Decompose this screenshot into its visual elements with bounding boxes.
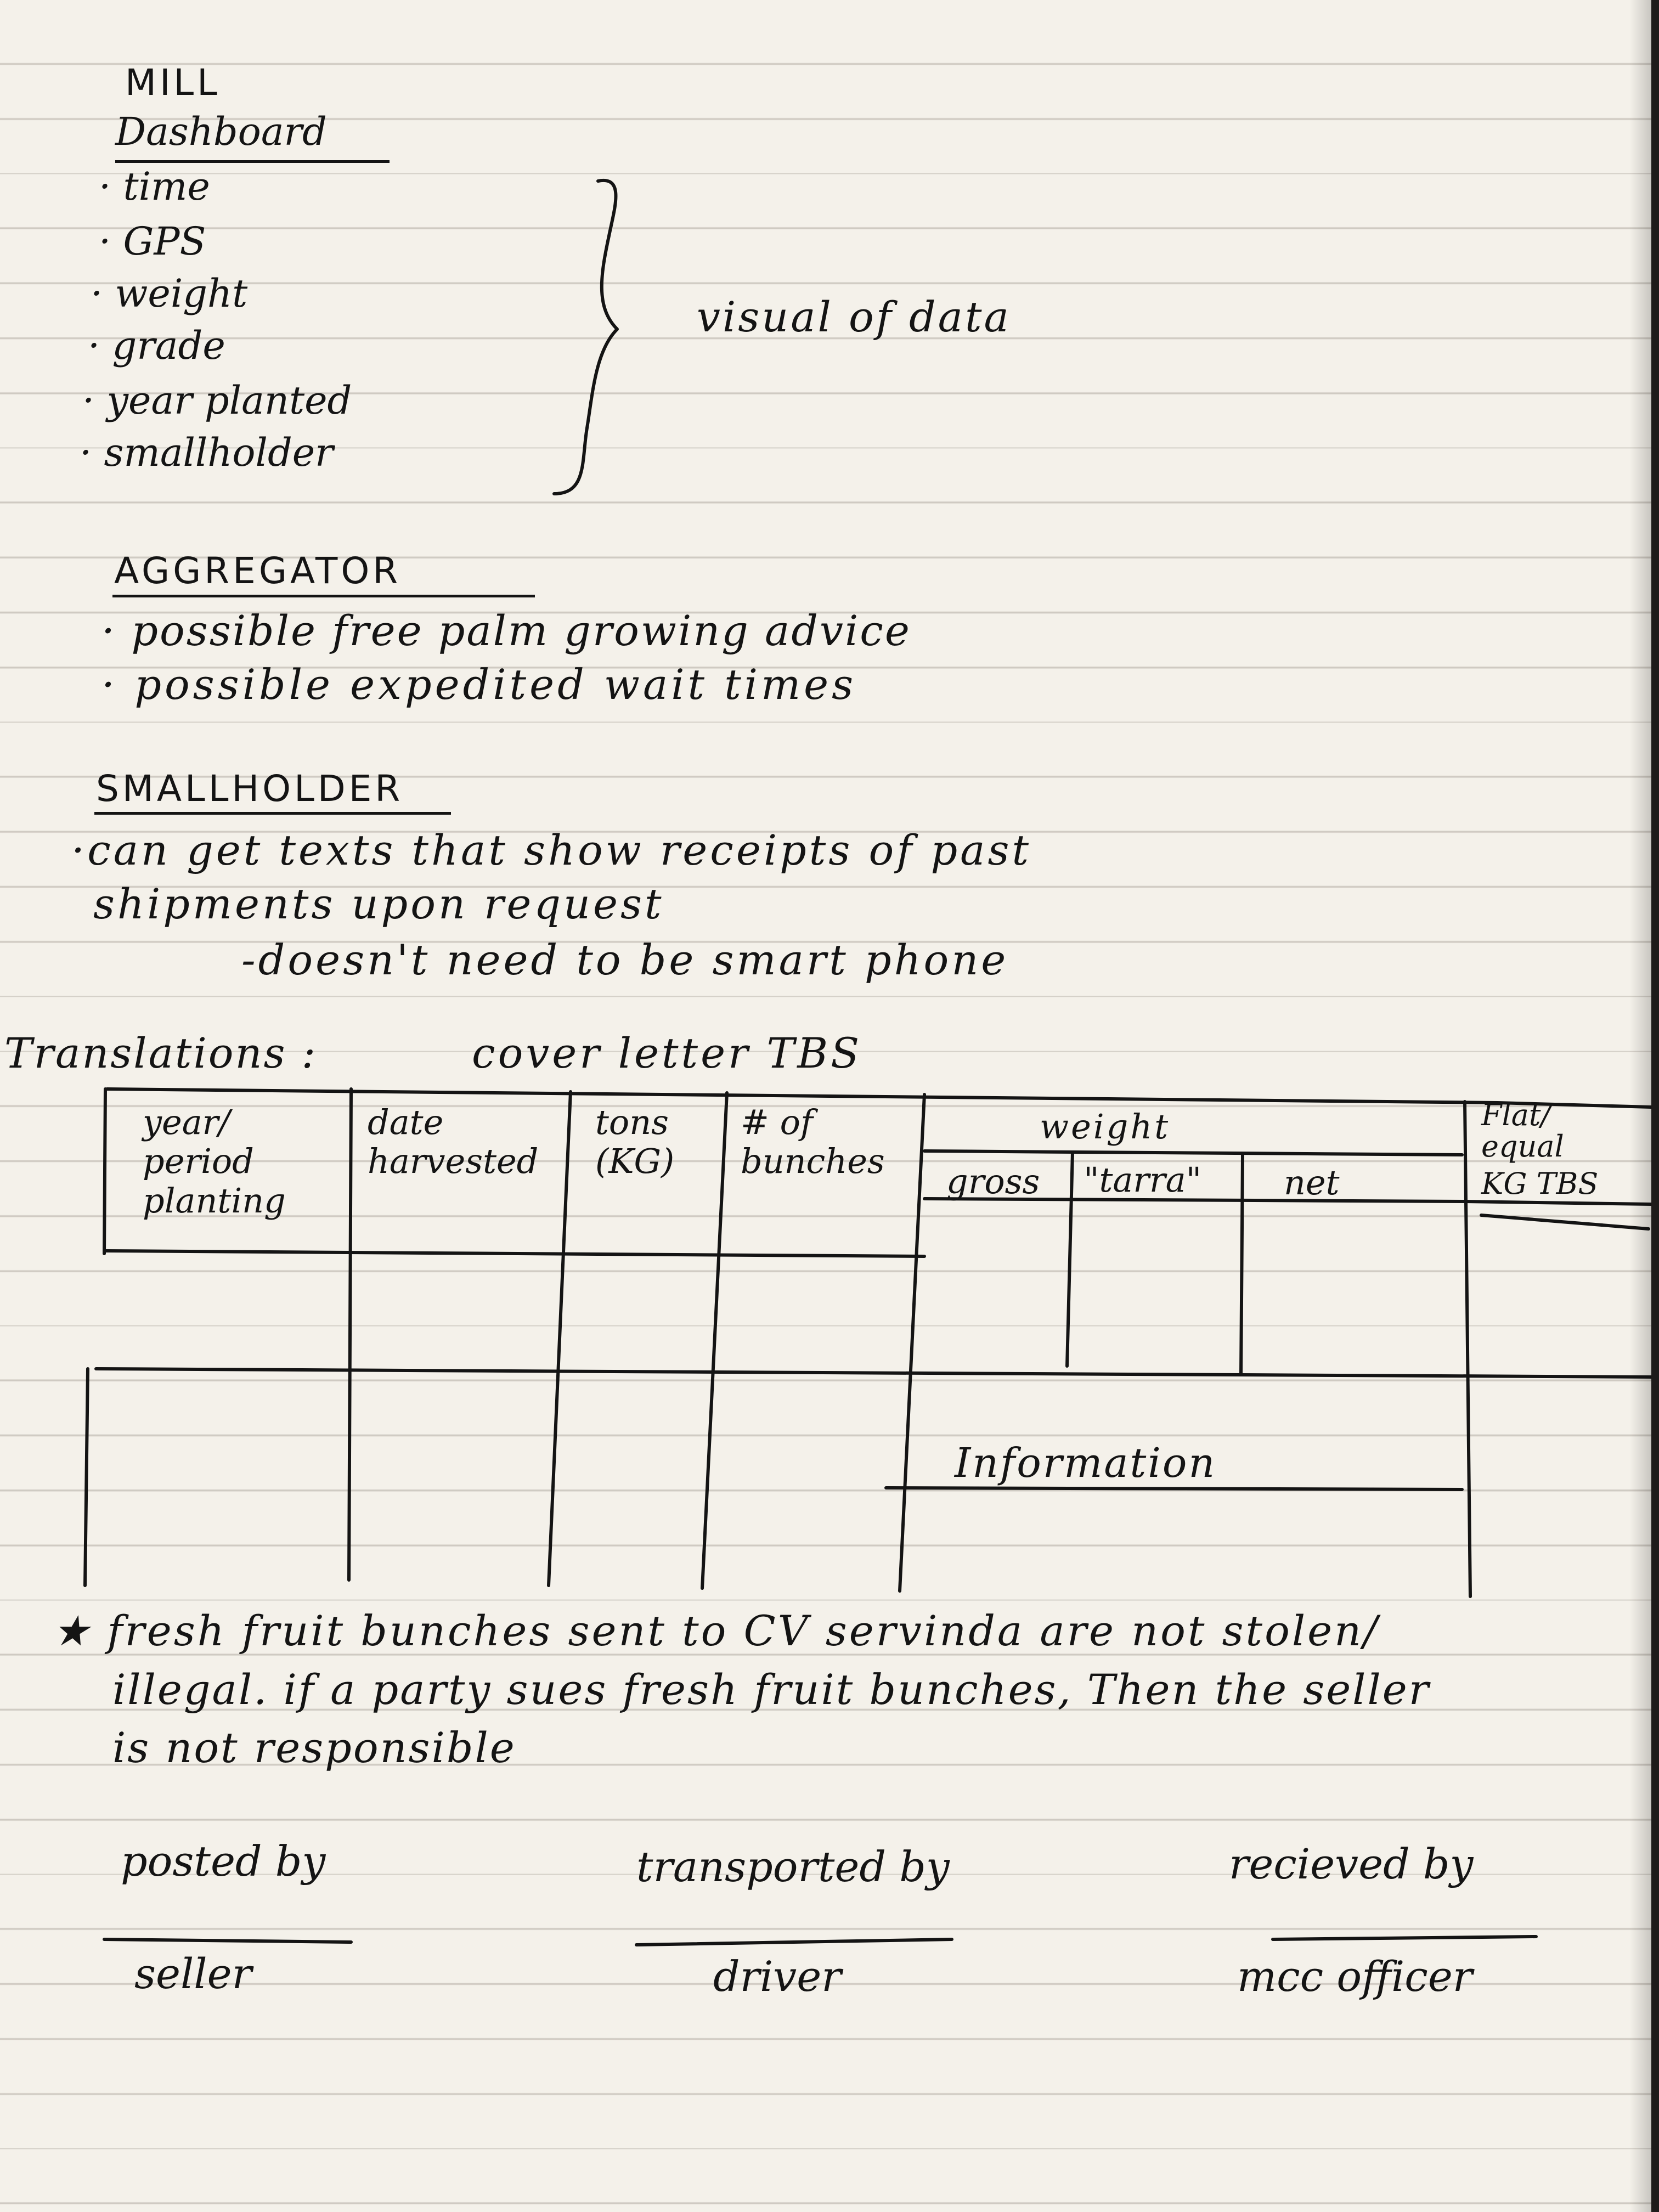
- dashboard-label: Dashboard: [115, 109, 327, 154]
- smallholder-line: -doesn't need to be smart phone: [241, 935, 1009, 984]
- smallholder-line: ·can get texts that show receipts of past: [71, 826, 1032, 874]
- col-tons-header: tons (KG): [595, 1102, 675, 1182]
- mill-item-smallholder: · smallholder: [80, 430, 334, 475]
- aggregator-item: · possible expedited wait times: [101, 660, 857, 709]
- signature-recieved-by: recieved by: [1229, 1839, 1474, 1888]
- brace: [554, 180, 617, 494]
- mill-item-year-planted: · year planted: [82, 378, 352, 423]
- footnote-line: is not responsible: [112, 1723, 516, 1772]
- smallholder-heading: SMALLHOLDER: [96, 768, 404, 810]
- col-bunches-header: # of bunches: [741, 1102, 885, 1182]
- mill-heading: MILL: [125, 61, 221, 104]
- mill-item-time: · time: [99, 164, 210, 209]
- translations-note: cover letter TBS: [472, 1029, 862, 1077]
- information-label: Information: [955, 1440, 1217, 1487]
- footnote-line: ★ fresh fruit bunches sent to CV servinda are not stolen/: [52, 1606, 1380, 1655]
- col-year-header: year/ period planting: [143, 1102, 286, 1221]
- col-date-header: date harvested: [368, 1102, 539, 1182]
- sub-gross-header: gross: [946, 1161, 1040, 1201]
- footnote-line: illegal. if a party sues fresh fruit bunches, Then the seller: [112, 1665, 1431, 1714]
- smallholder-line: shipments upon request: [93, 879, 664, 928]
- signature-seller: seller: [134, 1949, 252, 1998]
- aggregator-item: · possible free palm growing advice: [101, 606, 911, 655]
- translations-label: Translations :: [4, 1029, 318, 1077]
- sub-tarra-header: "tarra": [1084, 1160, 1202, 1200]
- mill-item-grade: · grade: [88, 323, 225, 368]
- brace-note: visual of data: [697, 292, 1011, 341]
- col-flat-header: Flat/ equal KG TBS: [1481, 1098, 1599, 1201]
- weight-header: weight: [1040, 1107, 1171, 1147]
- mill-item-gps: · GPS: [99, 219, 206, 264]
- signature-posted-by: posted by: [121, 1837, 326, 1886]
- star-icon: ★: [52, 1606, 92, 1655]
- mill-item-weight: · weight: [91, 271, 248, 316]
- sub-net-header: net: [1284, 1163, 1340, 1203]
- signature-mcc-officer: mcc officer: [1237, 1952, 1473, 2001]
- signature-driver: driver: [713, 1952, 842, 2001]
- aggregator-heading: AGGREGATOR: [114, 550, 402, 592]
- signature-transported-by: transported by: [636, 1842, 950, 1891]
